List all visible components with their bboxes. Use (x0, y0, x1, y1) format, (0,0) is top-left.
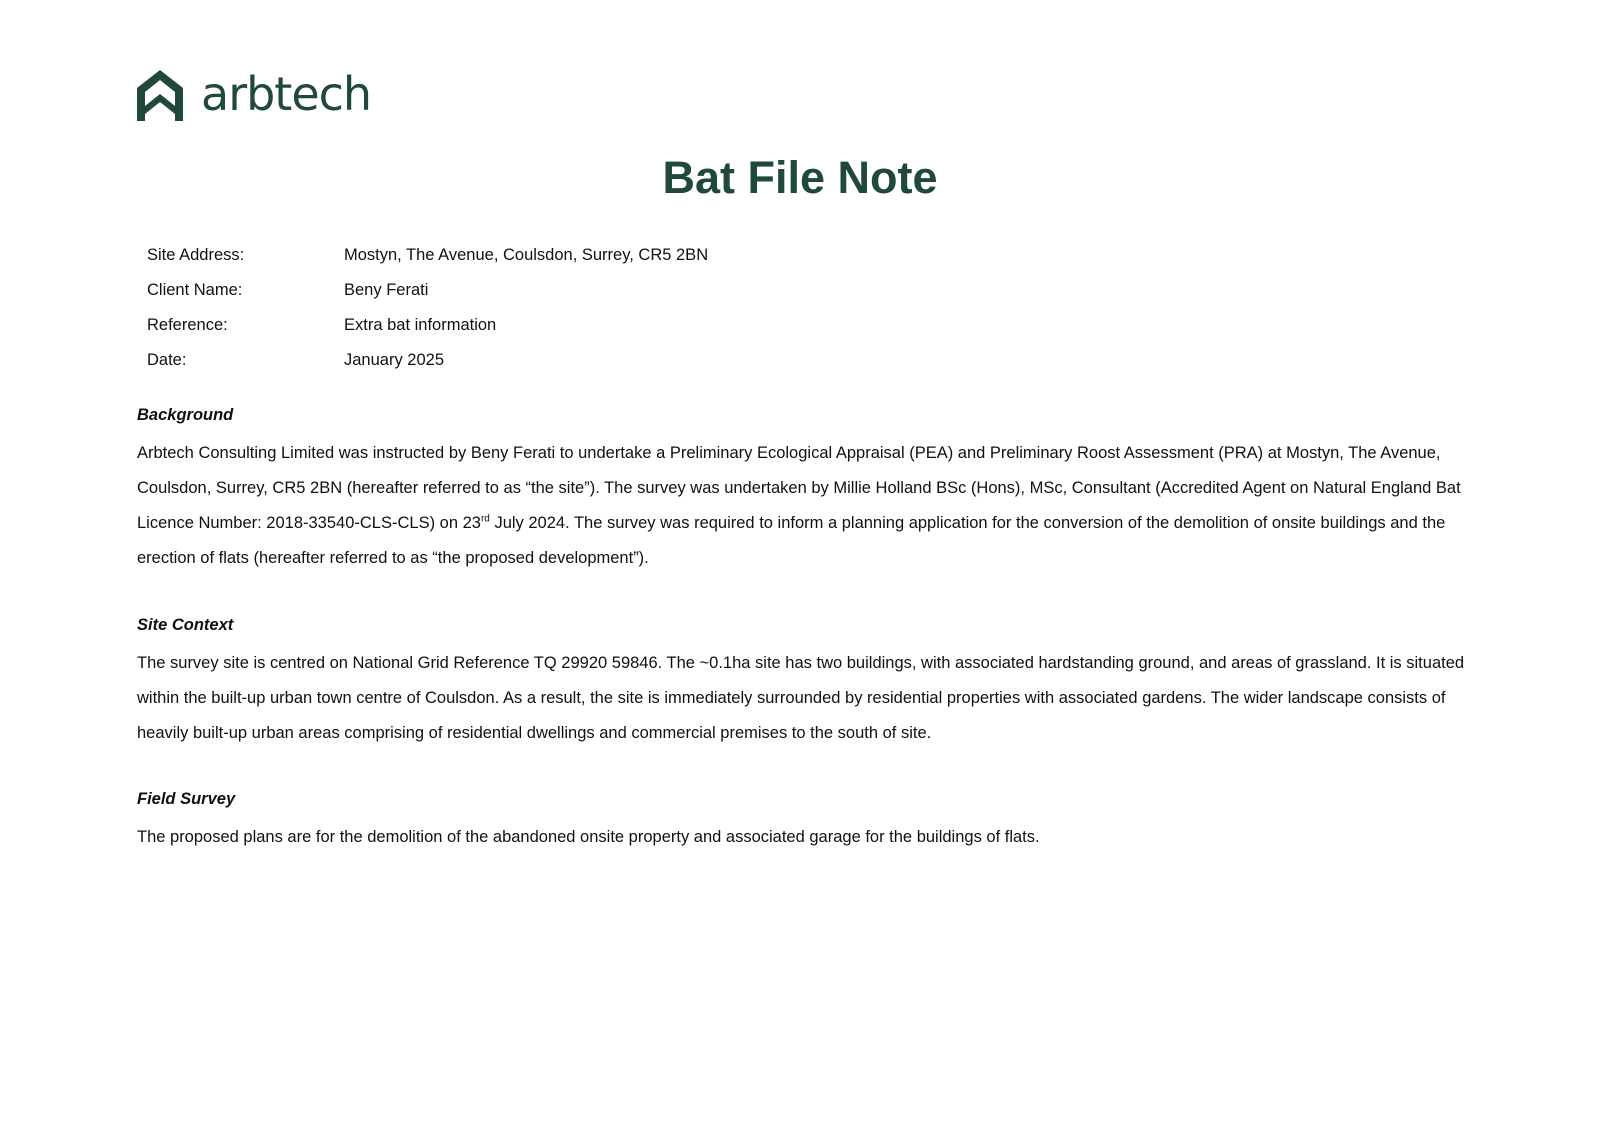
reference-label: Reference: (147, 316, 228, 334)
site-context-paragraph: The survey site is centred on National Grid Reference TQ 29920 59846. The ~0.1ha site has two buildings, with associated hardstanding ground, and areas of grassland. It is situated within the built-up urban town centre of Coulsdon. As a result, the site is immediately surrounded by residential properties with associated gardens. The wider landscape consists of heavily built-up urban areas comprising of residential dwellings and commercial premises to the south of site. (137, 654, 1465, 742)
field-survey-section (137, 788, 1469, 855)
meta-row-client-name (147, 273, 1047, 308)
document-meta (147, 238, 1047, 378)
site-address-label: Site Address: (147, 246, 245, 264)
field-survey-heading: Field Survey (137, 790, 236, 808)
client-name-value: Beny Ferati (344, 281, 429, 299)
meta-row-date (147, 343, 1047, 378)
site-address-value: Mostyn, The Avenue, Coulsdon, Surrey, CR5 2BN (344, 246, 709, 264)
date-label: Date: (147, 351, 187, 369)
meta-row-site-address (147, 238, 1047, 273)
background-text-superscript: rd (480, 513, 490, 525)
background-text-part2: July 2024. The survey was required to inform a planning application for the conversion of the demolition of onsite buildings and the erection of flats (hereafter referred to as “the proposed development”). (137, 514, 1446, 567)
arbtech-logo (137, 66, 371, 121)
reference-value: Extra bat information (344, 316, 497, 334)
site-context-section (137, 614, 1469, 751)
background-paragraph (137, 436, 1469, 576)
meta-row-reference (147, 308, 1047, 343)
logo-wordmark: arbtech (201, 66, 372, 121)
document-title: Bat File Note (662, 152, 938, 203)
background-heading: Background (137, 406, 234, 424)
background-section (137, 404, 1469, 576)
field-survey-paragraph: The proposed plans are for the demolition of the abandoned onsite property and associated garage for the buildings of flats. (137, 828, 1040, 846)
client-name-label: Client Name: (147, 281, 243, 299)
background-text-part1: Arbtech Consulting Limited was instructed by Beny Ferati to undertake a Preliminary Ecological Appraisal (PEA) and Preliminary Roost Assessment (PRA) at Mostyn, The Avenue, Coulsdon, Surrey, CR5 2BN (hereafter referred to as “the site”). The survey was undertaken by Millie Holland BSc (Hons), MSc, Consultant (Accredited Agent on Natural England Bat Licence Number: 2018-33540-CLS-CLS) on 23 (137, 444, 1461, 532)
site-context-heading: Site Context (137, 616, 234, 634)
date-value: January 2025 (344, 351, 444, 369)
house-chevron-icon (137, 66, 183, 121)
